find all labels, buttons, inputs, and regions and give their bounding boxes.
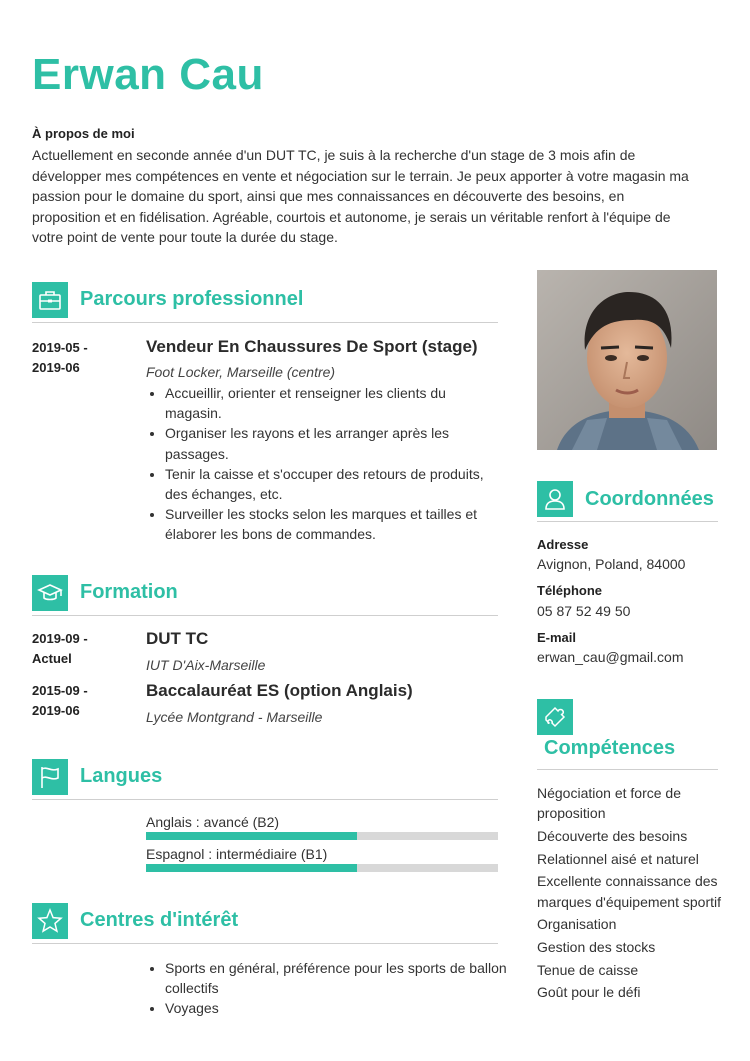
- list-item: Goût pour le défi: [537, 984, 641, 1001]
- interests-list: [146, 958, 510, 1019]
- interests-section-header: [32, 891, 498, 944]
- briefcase-icon: [32, 282, 68, 318]
- interests-title: Centres d'intérêt: [80, 909, 239, 931]
- contact-title: Coordonnées: [585, 488, 714, 510]
- about-title: À propos de moi: [32, 126, 135, 141]
- flag-icon: [32, 759, 68, 795]
- address-value: Avignon, Poland, 84000: [537, 556, 686, 572]
- list-item: • Tenir la caisse et s'occuper des retours de produits, des échanges, etc.: [165, 464, 505, 504]
- experience-section-header: [32, 270, 498, 323]
- education-school: Lycée Montgrand - Marseille: [146, 709, 323, 725]
- language-label: Anglais : avancé (B2): [146, 814, 280, 830]
- date-end: 2019-06: [32, 703, 80, 718]
- list-item: Excellente connaissance des marques d'équipement sportif: [537, 873, 721, 910]
- experience-title: Parcours professionnel: [80, 288, 304, 310]
- date-start: 2015-09 -: [32, 683, 88, 698]
- experience-date: [32, 338, 132, 378]
- contact-section-header: [537, 478, 718, 522]
- languages-title: Langues: [80, 765, 163, 787]
- list-item: Négociation et force de proposition: [537, 785, 681, 822]
- language-level-fill: [146, 832, 357, 840]
- puzzle-icon: [537, 699, 573, 735]
- list-item: Gestion des stocks: [537, 938, 656, 955]
- language-level-bar: [146, 832, 498, 840]
- experience-job-title: Vendeur En Chaussures De Sport (stage): [146, 337, 478, 356]
- list-item: • Surveiller les stocks selon les marques et tailles et élaborer les bons de commandes.: [165, 504, 505, 544]
- phone-value: 05 87 52 49 50: [537, 603, 631, 619]
- education-date: [32, 629, 132, 669]
- list-item: • Sports en général, préférence pour les sports de ballon collectifs: [165, 958, 510, 998]
- date-start: 2019-05 -: [32, 340, 88, 355]
- list-item: Découverte des besoins: [537, 827, 688, 844]
- date-start: 2019-09 -: [32, 631, 88, 646]
- education-school: IUT D'Aix-Marseille: [146, 657, 266, 673]
- skills-list: [537, 783, 722, 1005]
- list-item: Organisation: [537, 916, 617, 933]
- date-end: 2019-06: [32, 360, 80, 375]
- list-item: • Voyages: [165, 998, 510, 1018]
- list-item: • Organiser les rayons et les arranger après les passages.: [165, 423, 505, 463]
- language-level-fill: [146, 864, 357, 872]
- education-title: Formation: [80, 581, 178, 603]
- email-value: erwan_cau@gmail.com: [537, 649, 684, 665]
- profile-photo: [537, 270, 717, 450]
- experience-company: Foot Locker, Marseille (centre): [146, 364, 336, 380]
- education-degree: Baccalauréat ES (option Anglais): [146, 681, 413, 700]
- languages-section-header: [32, 747, 498, 800]
- list-item: Relationnel aisé et naturel: [537, 850, 699, 867]
- education-degree: DUT TC: [146, 629, 209, 648]
- list-item: Tenue de caisse: [537, 961, 639, 978]
- date-end: Actuel: [32, 651, 72, 666]
- address-label: Adresse: [537, 537, 589, 552]
- skills-title: Compétences: [544, 737, 676, 759]
- user-icon: [537, 481, 573, 517]
- list-item: • Accueillir, orienter et renseigner les clients du magasin.: [165, 383, 505, 423]
- skills-section-header: [537, 697, 718, 770]
- graduation-cap-icon: [32, 575, 68, 611]
- language-level-bar: [146, 864, 498, 872]
- education-section-header: [32, 563, 498, 616]
- phone-label: Téléphone: [537, 583, 603, 598]
- candidate-name: Erwan Cau: [32, 50, 264, 99]
- experience-bullets: [146, 383, 505, 545]
- star-icon: [32, 903, 68, 939]
- about-text: Actuellement en seconde année d'un DUT TC, je suis à la recherche d'un stage de 3 mois afin de développer mes compétences en vente et négociation sur le terrain. Je peux apporter à votre magasin ma passion pour le domaine du sport, ainsi que mes connaissances en découverte des besoins, en proposition et en fidélisation. Agréable, courtois et autonome, je serais un véritable renfort à l'équipe de votre point de vente pour toute la durée du stage.: [32, 147, 689, 245]
- language-label: Espagnol : intermédiaire (B1): [146, 846, 328, 862]
- email-label: E-mail: [537, 630, 577, 645]
- education-date: [32, 681, 132, 721]
